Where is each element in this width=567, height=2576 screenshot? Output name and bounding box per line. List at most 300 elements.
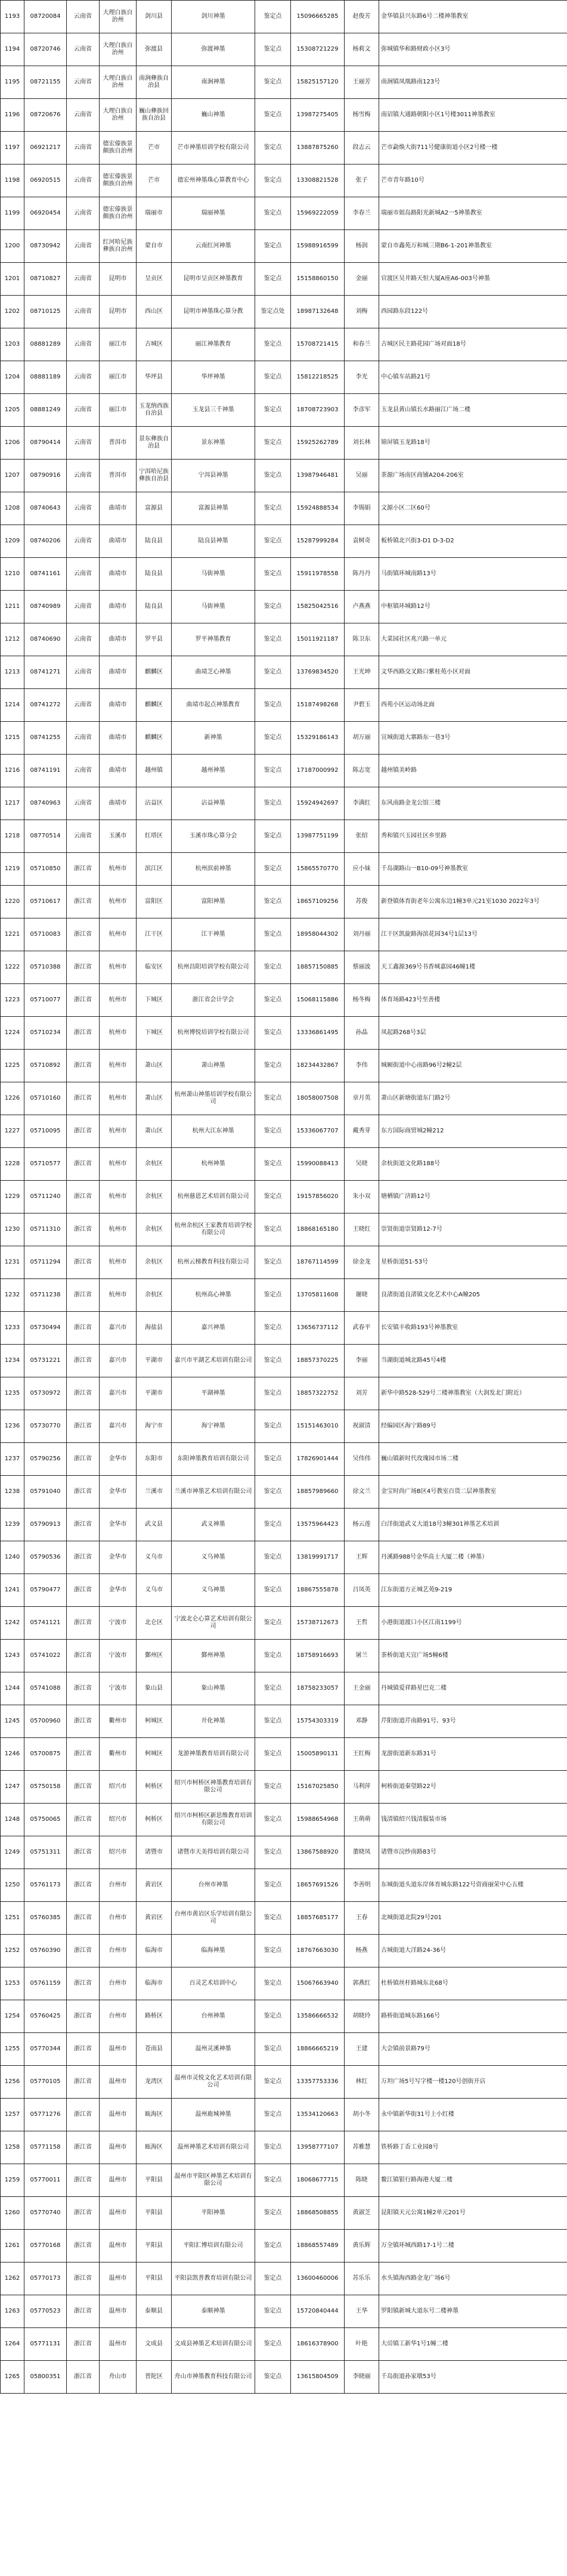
site-type-cell: 鉴定点 [255, 2131, 291, 2164]
contact-person-cell: 王萌萌 [345, 1804, 379, 1836]
province-cell: 浙江省 [67, 1246, 100, 1279]
city-cell: 台州市 [100, 1902, 137, 1935]
row-number-cell: 1214 [1, 689, 24, 722]
site-code-cell: 05711294 [24, 1246, 67, 1279]
district-cell: 南涧彝族自治县 [137, 66, 172, 99]
contact-person-cell: 杨冬梅 [345, 984, 379, 1017]
address-cell: 弥城镇华和路财政小区3号 [379, 33, 567, 66]
site-type-cell: 鉴定点处 [255, 296, 291, 328]
row-number-cell: 1201 [1, 263, 24, 296]
site-type-cell: 鉴定点 [255, 2262, 291, 2295]
table-row [1, 1082, 567, 1115]
contact-person-cell: 李光 [345, 361, 379, 394]
table-row [1, 1574, 567, 1607]
contact-person-cell: 李善明 [345, 1869, 379, 1902]
contact-person-cell: 吴伟伟 [345, 1443, 379, 1476]
address-cell: 古城区民主路花园广场对面18号 [379, 328, 567, 361]
city-cell: 玉溪市 [100, 820, 137, 853]
site-name-cell: 杭州余杭区王家教育培训学校有限公司 [172, 1213, 255, 1246]
site-code-cell: 05741121 [24, 1607, 67, 1640]
table-row [1, 1607, 567, 1640]
row-number-cell: 1198 [1, 165, 24, 197]
site-name-cell: 文成县神墨艺术培训有限公司 [172, 2328, 255, 2361]
table-row [1, 427, 567, 460]
city-cell: 杭州市 [100, 853, 137, 886]
address-cell: 南涧镇凤凰路南123号 [379, 66, 567, 99]
phone-cell: 15167025850 [291, 1771, 345, 1804]
row-number-cell: 1222 [1, 951, 24, 984]
address-cell: 丹城镇爱祥路星巴克二楼 [379, 1672, 567, 1705]
district-cell: 北仑区 [137, 1607, 172, 1640]
address-cell: 铁桥路丁岙工业园8号 [379, 2131, 567, 2164]
site-type-cell: 鉴定点 [255, 66, 291, 99]
city-cell: 曲靖市 [100, 755, 137, 787]
table-row [1, 886, 567, 918]
contact-person-cell: 林红 [345, 2066, 379, 2099]
site-code-cell: 05790477 [24, 1574, 67, 1607]
province-cell: 浙江省 [67, 1836, 100, 1869]
site-name-cell: 富源县神墨 [172, 492, 255, 525]
site-code-cell: 08741191 [24, 755, 67, 787]
table-row [1, 1148, 567, 1181]
city-cell: 金华市 [100, 1541, 137, 1574]
district-cell: 景东彝族自治县 [137, 427, 172, 460]
address-cell: 秀和镇兴玉园社区乡里路 [379, 820, 567, 853]
site-type-cell: 鉴定点 [255, 1541, 291, 1574]
site-name-cell: 剑川神墨 [172, 1, 255, 33]
city-cell: 金华市 [100, 1509, 137, 1541]
row-number-cell: 1264 [1, 2328, 24, 2361]
site-code-cell: 05710892 [24, 1050, 67, 1082]
address-cell: 西苑小区运动场北面 [379, 689, 567, 722]
site-code-cell: 05710617 [24, 886, 67, 918]
site-name-cell: 罗平神墨教育 [172, 623, 255, 656]
site-type-cell: 鉴定点 [255, 460, 291, 492]
district-cell: 兰溪市 [137, 1476, 172, 1509]
contact-person-cell: 卢燕燕 [345, 591, 379, 623]
row-number-cell: 1254 [1, 2000, 24, 2033]
phone-cell: 18868557489 [291, 2230, 345, 2262]
site-code-cell: 08790916 [24, 460, 67, 492]
province-cell: 云南省 [67, 787, 100, 820]
district-cell: 萧山区 [137, 1082, 172, 1115]
table-row [1, 132, 567, 165]
contact-person-cell: 王红梅 [345, 1738, 379, 1771]
city-cell: 台州市 [100, 1967, 137, 2000]
province-cell: 浙江省 [67, 886, 100, 918]
site-name-cell: 台州市黄岩区乐学培训有限公司 [172, 1902, 255, 1935]
row-number-cell: 1233 [1, 1312, 24, 1345]
province-cell: 云南省 [67, 656, 100, 689]
table-row [1, 165, 567, 197]
contact-person-cell: 黄乐辉 [345, 2230, 379, 2262]
contact-person-cell: 李满红 [345, 787, 379, 820]
site-type-cell: 鉴定点 [255, 165, 291, 197]
district-cell: 柯桥区 [137, 1771, 172, 1804]
site-code-cell: 06920515 [24, 165, 67, 197]
district-cell: 富源县 [137, 492, 172, 525]
phone-cell: 13987946481 [291, 460, 345, 492]
row-number-cell: 1224 [1, 1017, 24, 1050]
city-cell: 宁波市 [100, 1640, 137, 1672]
table-row [1, 918, 567, 951]
table-row [1, 2131, 567, 2164]
row-number-cell: 1237 [1, 1443, 24, 1476]
site-type-cell: 鉴定点 [255, 427, 291, 460]
row-number-cell: 1225 [1, 1050, 24, 1082]
contact-person-cell: 苏乐乐 [345, 2262, 379, 2295]
contact-person-cell: 和春兰 [345, 328, 379, 361]
site-type-cell: 鉴定点 [255, 2000, 291, 2033]
phone-cell: 15096665285 [291, 1, 345, 33]
row-number-cell: 1229 [1, 1181, 24, 1213]
row-number-cell: 1241 [1, 1574, 24, 1607]
table-row [1, 2000, 567, 2033]
city-cell: 杭州市 [100, 1148, 137, 1181]
city-cell: 大理白族自治州 [100, 33, 137, 66]
site-type-cell: 鉴定点 [255, 1476, 291, 1509]
address-cell: 宣城街道大寨路东一巷3号 [379, 722, 567, 755]
site-name-cell: 杭州萧山神墨培训学校有限公司 [172, 1082, 255, 1115]
district-cell: 江干区 [137, 918, 172, 951]
city-cell: 曲靖市 [100, 787, 137, 820]
site-name-cell: 杭州神墨 [172, 1148, 255, 1181]
district-cell: 下城区 [137, 984, 172, 1017]
row-number-cell: 1243 [1, 1640, 24, 1672]
site-type-cell: 鉴定点 [255, 2361, 291, 2394]
site-code-cell: 08741271 [24, 656, 67, 689]
site-name-cell: 温州鹿城神墨 [172, 2099, 255, 2131]
site-code-cell: 05760390 [24, 1935, 67, 1967]
city-cell: 温州市 [100, 2295, 137, 2328]
district-cell: 下城区 [137, 1017, 172, 1050]
contact-person-cell: 王哲 [345, 1607, 379, 1640]
table-body [1, 1, 567, 2394]
row-number-cell: 1230 [1, 1213, 24, 1246]
province-cell: 云南省 [67, 132, 100, 165]
table-row [1, 755, 567, 787]
table-row [1, 656, 567, 689]
table-row [1, 1541, 567, 1574]
city-cell: 杭州市 [100, 1050, 137, 1082]
row-number-cell: 1257 [1, 2099, 24, 2131]
phone-cell: 15754303319 [291, 1705, 345, 1738]
site-type-cell: 鉴定点 [255, 755, 291, 787]
province-cell: 云南省 [67, 460, 100, 492]
city-cell: 衢州市 [100, 1705, 137, 1738]
site-name-cell: 杭州博悦培训学校有限公司 [172, 1017, 255, 1050]
phone-cell: 13586666532 [291, 2000, 345, 2033]
contact-person-cell: 杨云莲 [345, 1509, 379, 1541]
address-cell: 千岛湖路山一B10-09号神墨教室 [379, 853, 567, 886]
city-cell: 嘉兴市 [100, 1312, 137, 1345]
site-name-cell: 富阳神墨 [172, 886, 255, 918]
phone-cell: 18767663030 [291, 1935, 345, 1967]
contact-person-cell: 李丽 [345, 1345, 379, 1377]
site-code-cell: 05770173 [24, 2262, 67, 2295]
district-cell: 柯城区 [137, 1738, 172, 1771]
row-number-cell: 1253 [1, 1967, 24, 2000]
address-cell: 板桥镇北兴街3-D1 D-3-D2 [379, 525, 567, 558]
address-cell: 诸暨市浣纱南路83号 [379, 1836, 567, 1869]
phone-cell: 13600460006 [291, 2262, 345, 2295]
table-row [1, 1935, 567, 1967]
address-cell: 瑞丽市姐岛路阳光新城A2一5神墨教室 [379, 197, 567, 230]
site-code-cell: 08710827 [24, 263, 67, 296]
district-cell: 宁洱哈尼族彝族自治县 [137, 460, 172, 492]
site-name-cell: 平阳神墨 [172, 2197, 255, 2230]
city-cell: 丽江市 [100, 361, 137, 394]
site-name-cell: 鄞州神墨 [172, 1640, 255, 1672]
district-cell: 富阳区 [137, 886, 172, 918]
site-code-cell: 05700960 [24, 1705, 67, 1738]
table-row [1, 853, 567, 886]
province-cell: 云南省 [67, 230, 100, 263]
address-cell: 大会镇前景路79号 [379, 2033, 567, 2066]
address-cell: 塘栖镇广济路12号 [379, 1181, 567, 1213]
district-cell: 海宁市 [137, 1410, 172, 1443]
row-number-cell: 1194 [1, 33, 24, 66]
site-name-cell: 温州神墨艺术培训有限公司 [172, 2131, 255, 2164]
table-row [1, 1476, 567, 1509]
district-cell: 瑞丽市 [137, 197, 172, 230]
site-code-cell: 05770344 [24, 2033, 67, 2066]
row-number-cell: 1223 [1, 984, 24, 1017]
province-cell: 云南省 [67, 558, 100, 591]
district-cell: 义乌市 [137, 1574, 172, 1607]
site-code-cell: 05730494 [24, 1312, 67, 1345]
table-row [1, 33, 567, 66]
province-cell: 浙江省 [67, 1213, 100, 1246]
row-number-cell: 1242 [1, 1607, 24, 1640]
phone-cell: 13336861495 [291, 1017, 345, 1050]
phone-cell: 15812218525 [291, 361, 345, 394]
address-cell: 鳌江镇银行路海港大厦二楼 [379, 2164, 567, 2197]
province-cell: 浙江省 [67, 2066, 100, 2099]
row-number-cell: 1245 [1, 1705, 24, 1738]
row-number-cell: 1208 [1, 492, 24, 525]
contact-person-cell: 李彦军 [345, 394, 379, 427]
site-name-cell: 丽江神墨教育 [172, 328, 255, 361]
site-code-cell: 08790414 [24, 427, 67, 460]
city-cell: 杭州市 [100, 1017, 137, 1050]
row-number-cell: 1260 [1, 2197, 24, 2230]
phone-cell: 18758233057 [291, 1672, 345, 1705]
table-row [1, 99, 567, 132]
site-type-cell: 鉴定点 [255, 1279, 291, 1312]
table-row [1, 1213, 567, 1246]
site-name-cell: 江干神墨 [172, 918, 255, 951]
address-cell: 江干区凯旋路海滨花园34号1层13号 [379, 918, 567, 951]
row-number-cell: 1255 [1, 2033, 24, 2066]
phone-cell: 15925262789 [291, 427, 345, 460]
district-cell: 陆良县 [137, 558, 172, 591]
table-row [1, 623, 567, 656]
site-code-cell: 08720746 [24, 33, 67, 66]
site-code-cell: 05771276 [24, 2099, 67, 2131]
site-type-cell: 鉴定点 [255, 787, 291, 820]
site-name-cell: 临海神墨 [172, 1935, 255, 1967]
site-type-cell: 鉴定点 [255, 1672, 291, 1705]
province-cell: 云南省 [67, 1, 100, 33]
row-number-cell: 1202 [1, 296, 24, 328]
address-cell: 芒市青年路10号 [379, 165, 567, 197]
phone-cell: 15924888534 [291, 492, 345, 525]
site-name-cell: 平阳汇博培训有限公司 [172, 2230, 255, 2262]
district-cell: 瓯海区 [137, 2099, 172, 2131]
contact-person-cell: 吕凤英 [345, 1574, 379, 1607]
address-cell: 余杭街道文化路188号 [379, 1148, 567, 1181]
site-name-cell: 兰溪市神墨艺术培训有限公司 [172, 1476, 255, 1509]
contact-person-cell: 刘长林 [345, 427, 379, 460]
province-cell: 浙江省 [67, 1181, 100, 1213]
site-type-cell: 鉴定点 [255, 1902, 291, 1935]
province-cell: 云南省 [67, 296, 100, 328]
site-name-cell: 新神墨 [172, 722, 255, 755]
row-number-cell: 1250 [1, 1869, 24, 1902]
district-cell: 余杭区 [137, 1279, 172, 1312]
site-code-cell: 05710095 [24, 1115, 67, 1148]
site-type-cell: 鉴定点 [255, 1836, 291, 1869]
site-code-cell: 05711238 [24, 1279, 67, 1312]
row-number-cell: 1239 [1, 1509, 24, 1541]
phone-cell: 15738712673 [291, 1607, 345, 1640]
address-cell: 茶桥街道天宜广场5幢6楼 [379, 1640, 567, 1672]
district-cell: 古城区 [137, 328, 172, 361]
phone-cell: 15969222059 [291, 197, 345, 230]
address-cell: 江东街道方正城艺苑9-219 [379, 1574, 567, 1607]
address-cell: 千岛街道孙家墩53号 [379, 2361, 567, 2394]
site-name-cell: 武义神墨 [172, 1509, 255, 1541]
site-type-cell: 鉴定点 [255, 2164, 291, 2197]
city-cell: 普洱市 [100, 460, 137, 492]
phone-cell: 15187498268 [291, 689, 345, 722]
address-cell: 柯桥街道秦望路22号 [379, 1771, 567, 1804]
address-cell: 玉龙县黄山镇长水路丽江广场二楼 [379, 394, 567, 427]
site-name-cell: 泰顺神墨 [172, 2295, 255, 2328]
site-type-cell: 鉴定点 [255, 1017, 291, 1050]
phone-cell: 18758916693 [291, 1640, 345, 1672]
site-code-cell: 05770523 [24, 2295, 67, 2328]
table-row [1, 1, 567, 33]
phone-cell: 18058007508 [291, 1082, 345, 1115]
province-cell: 浙江省 [67, 1771, 100, 1804]
address-cell: 经编园区海宁路89号 [379, 1410, 567, 1443]
contact-person-cell: 张绍 [345, 820, 379, 853]
province-cell: 浙江省 [67, 2295, 100, 2328]
contact-person-cell: 谢晓 [345, 1279, 379, 1312]
phone-cell: 13656737112 [291, 1312, 345, 1345]
site-code-cell: 05710083 [24, 918, 67, 951]
address-cell: 昆阳镇天元公寓1幢2单元201号 [379, 2197, 567, 2230]
contact-person-cell: 段志云 [345, 132, 379, 165]
phone-cell: 13615804509 [291, 2361, 345, 2394]
phone-cell: 13575964423 [291, 1509, 345, 1541]
province-cell: 浙江省 [67, 1967, 100, 2000]
row-number-cell: 1218 [1, 820, 24, 853]
table-row [1, 1836, 567, 1869]
address-cell: 中心镇车站路21号 [379, 361, 567, 394]
province-cell: 浙江省 [67, 1607, 100, 1640]
city-cell: 绍兴市 [100, 1836, 137, 1869]
province-cell: 浙江省 [67, 1902, 100, 1935]
site-name-cell: 弥渡神墨 [172, 33, 255, 66]
district-cell: 陆良县 [137, 591, 172, 623]
site-name-cell: 开化神墨 [172, 1705, 255, 1738]
site-type-cell: 鉴定点 [255, 1574, 291, 1607]
address-cell: 官渡区吴井路天恒大厦A座A6-003号神墨 [379, 263, 567, 296]
city-cell: 衢州市 [100, 1738, 137, 1771]
row-number-cell: 1206 [1, 427, 24, 460]
district-cell: 芒市 [137, 165, 172, 197]
district-cell: 鄞州区 [137, 1640, 172, 1672]
address-cell: 罗阳镇新城大道东号二楼神墨 [379, 2295, 567, 2328]
contact-person-cell: 邓静 [345, 1705, 379, 1738]
row-number-cell: 1249 [1, 1836, 24, 1869]
phone-cell: 13819991717 [291, 1541, 345, 1574]
phone-cell: 15329186143 [291, 722, 345, 755]
table-row [1, 1804, 567, 1836]
phone-cell: 15911978558 [291, 558, 345, 591]
city-cell: 嘉兴市 [100, 1345, 137, 1377]
site-type-cell: 鉴定点 [255, 1050, 291, 1082]
site-name-cell: 宁波北仑心算艺术培训有限公司 [172, 1607, 255, 1640]
contact-person-cell: 李伟 [345, 1050, 379, 1082]
district-cell: 路桥区 [137, 2000, 172, 2033]
contact-person-cell: 徐文兰 [345, 1476, 379, 1509]
site-code-cell: 05790913 [24, 1509, 67, 1541]
address-cell: 锦屏镇玉龙路18号 [379, 427, 567, 460]
row-number-cell: 1227 [1, 1115, 24, 1148]
contact-person-cell: 祝淑清 [345, 1410, 379, 1443]
contact-person-cell: 苏俊 [345, 886, 379, 918]
site-code-cell: 05760425 [24, 2000, 67, 2033]
city-cell: 温州市 [100, 2066, 137, 2099]
site-name-cell: 杭州高心神墨 [172, 1279, 255, 1312]
row-number-cell: 1238 [1, 1476, 24, 1509]
contact-person-cell: 张子 [345, 165, 379, 197]
address-cell: 水头镇海西路金龙广场6号 [379, 2262, 567, 2295]
table-row [1, 2328, 567, 2361]
site-code-cell: 05710077 [24, 984, 67, 1017]
address-cell: 金华镇县兴东路6号二楼神墨教室 [379, 1, 567, 33]
row-number-cell: 1235 [1, 1377, 24, 1410]
table-row [1, 2262, 567, 2295]
address-cell: 芹阳街道芹南路91号、93号 [379, 1705, 567, 1738]
site-type-cell: 鉴定点 [255, 1640, 291, 1672]
phone-cell: 18068677715 [291, 2164, 345, 2197]
site-type-cell: 鉴定点 [255, 722, 291, 755]
table-row [1, 66, 567, 99]
province-cell: 云南省 [67, 263, 100, 296]
district-cell: 黄岩区 [137, 1902, 172, 1935]
site-code-cell: 08881249 [24, 394, 67, 427]
province-cell: 云南省 [67, 525, 100, 558]
address-cell: 凤起路268号3层 [379, 1017, 567, 1050]
table-row [1, 2295, 567, 2328]
phone-cell: 18868165180 [291, 1213, 345, 1246]
province-cell: 浙江省 [67, 984, 100, 1017]
contact-person-cell: 徐金龙 [345, 1246, 379, 1279]
address-cell: 新登镇体育街老年公寓东边1幢3单元21室1030 2022年3号 [379, 886, 567, 918]
address-cell: 大峃镇工新华1号1幢二楼 [379, 2328, 567, 2361]
district-cell: 平阳县 [137, 2197, 172, 2230]
table-row [1, 1377, 567, 1410]
province-cell: 浙江省 [67, 1443, 100, 1476]
site-name-cell: 陆良县神墨 [172, 525, 255, 558]
address-cell: 小港街道渡口小区江南1199号 [379, 1607, 567, 1640]
row-number-cell: 1234 [1, 1345, 24, 1377]
